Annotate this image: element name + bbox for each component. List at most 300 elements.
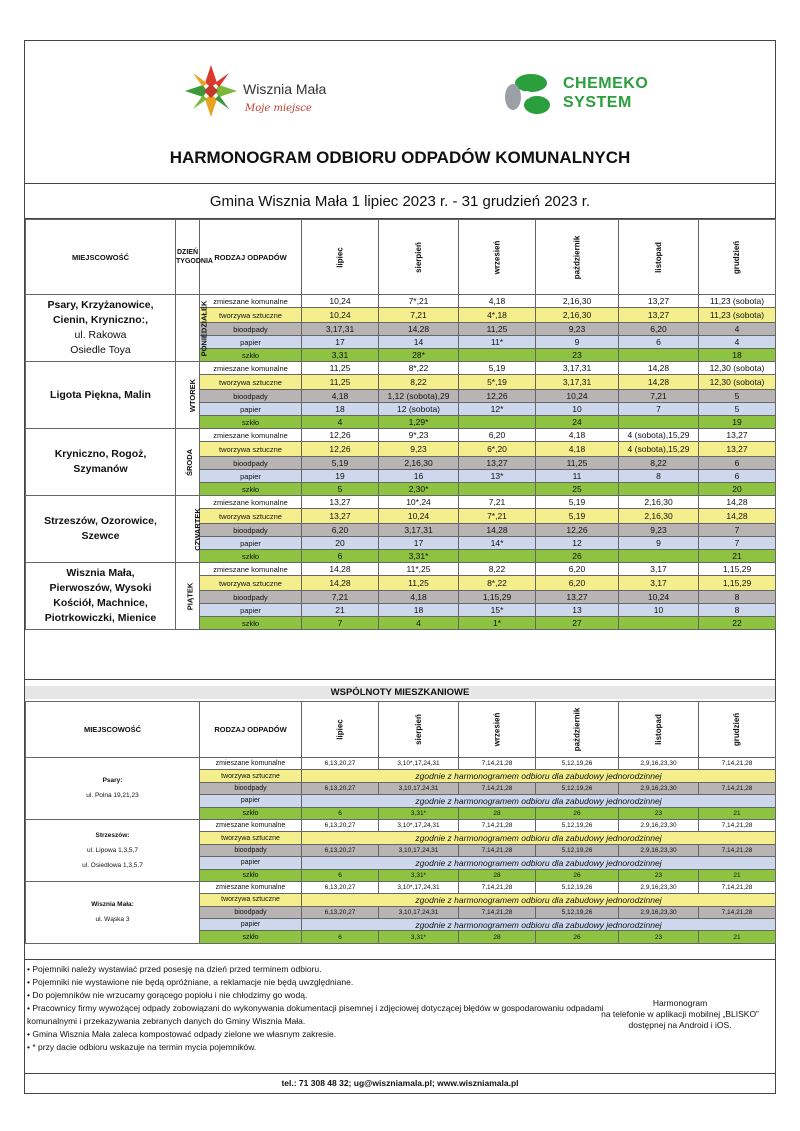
date-cell: 6,13,20,27	[302, 758, 379, 770]
date-cell: 6,20	[536, 563, 619, 576]
waste-type-cell: bioodpady	[200, 591, 302, 604]
date-cell: 13,27	[459, 457, 536, 470]
place-line: ul. Lipowa 1,3,5,7	[87, 846, 138, 854]
date-cell: 3,17	[619, 576, 699, 591]
day-label: PIĄTEK	[185, 582, 195, 611]
date-cell: 3,17	[619, 563, 699, 576]
table-row	[26, 563, 776, 576]
date-cell: 6,13,20,27	[302, 881, 379, 893]
date-cell: 4,18	[536, 442, 619, 457]
date-cell	[459, 483, 536, 496]
waste-type-cell: papier	[200, 470, 302, 483]
date-cell: 7*,21	[379, 295, 459, 308]
date-cell	[459, 416, 536, 429]
date-cell: 7	[699, 524, 776, 537]
month-label: sierpień	[414, 241, 423, 273]
header-month	[536, 220, 619, 295]
wisznia-mala-tagline: Moje miejsce	[245, 103, 312, 114]
waste-type-cell: szkło	[200, 349, 302, 362]
header-month	[699, 220, 776, 295]
date-cell: 7,14,21,28	[699, 782, 776, 794]
date-cell: 6,13,20,27	[302, 782, 379, 794]
date-cell: 13,27	[699, 442, 776, 457]
waste-type-cell: zmieszane komunalne	[200, 758, 302, 770]
date-cell: 5	[699, 390, 776, 403]
date-cell: 21	[699, 931, 776, 943]
date-cell: 7,14,21,28	[459, 782, 536, 794]
date-cell: 20	[699, 483, 776, 496]
date-cell: 7*,21	[459, 509, 536, 524]
date-cell: 3,31*	[379, 931, 459, 943]
date-cell: 6*,20	[459, 442, 536, 457]
chemeko-name-line2: SYSTEM	[563, 94, 632, 111]
date-cell: 21	[699, 550, 776, 563]
place-cell	[26, 496, 176, 563]
waste-type-cell: szkło	[200, 617, 302, 630]
waste-type-cell: tworzywa sztuczne	[200, 770, 302, 782]
chemeko-logo	[503, 73, 673, 119]
date-cell: 3,31*	[379, 550, 459, 563]
place-cell	[26, 429, 176, 496]
chemeko-name-line1: CHEMEKO	[563, 75, 649, 92]
date-cell: 1,29*	[379, 416, 459, 429]
date-cell: 6	[302, 931, 379, 943]
table-row	[26, 496, 776, 509]
date-cell: 8	[699, 591, 776, 604]
date-cell: 11,25	[459, 323, 536, 336]
date-cell: 26	[536, 869, 619, 881]
date-cell: 3,31	[302, 349, 379, 362]
date-cell: 2,16,30	[619, 496, 699, 509]
date-cell: 9	[536, 336, 619, 349]
table-row	[26, 429, 776, 442]
date-cell: 7,21	[619, 390, 699, 403]
day-cell	[176, 563, 200, 630]
date-cell: 2,16,30	[536, 295, 619, 308]
waste-type-cell: zmieszane komunalne	[200, 819, 302, 831]
date-cell: 13,27	[699, 429, 776, 442]
date-cell: 18	[379, 604, 459, 617]
month-label: listopad	[653, 241, 663, 273]
header-month	[302, 702, 379, 758]
date-cell: 6	[699, 470, 776, 483]
date-cell: 17	[302, 336, 379, 349]
date-cell: 13	[536, 604, 619, 617]
date-cell: 5,12,19,26	[536, 844, 619, 856]
place-line: Wisznia Mała,	[66, 567, 135, 579]
day-cell	[176, 295, 209, 362]
date-cell: 12,30 (sobota)	[699, 375, 776, 390]
date-cell: 11,23 (sobota)	[699, 308, 776, 323]
date-cell: 3,10*,17,24,31	[379, 758, 459, 770]
waste-type-cell: szkło	[200, 416, 302, 429]
waste-type-cell: bioodpady	[200, 844, 302, 856]
header-month	[459, 220, 536, 295]
date-cell: 13,27	[302, 509, 379, 524]
date-cell: 13,27	[302, 496, 379, 509]
waste-type-cell: zmieszane komunalne	[200, 563, 302, 576]
app-info-line: Harmonogram	[652, 998, 708, 1008]
place-line: Piotrkowiczki, Mienice	[44, 612, 157, 624]
header-month	[536, 702, 619, 758]
month-label: grudzień	[732, 712, 742, 747]
place-line: Psary:	[102, 777, 123, 785]
place-line: Kościół, Machnice,	[53, 597, 148, 609]
date-cell	[619, 483, 699, 496]
place-line: Pierwoszów, Wysoki	[49, 582, 152, 594]
note-line: • Pojemniki nie wystawione nie będą opróżniane, a reklamacje nie będą uwzględniane.	[27, 977, 354, 987]
date-cell: 14,28	[459, 524, 536, 537]
date-cell: 11,25	[302, 362, 379, 375]
date-cell: 9*,23	[379, 429, 459, 442]
date-cell: 3,10,17,24,31	[379, 844, 459, 856]
date-cell: 6,13,20,27	[302, 844, 379, 856]
date-cell: 3,10,17,24,31	[379, 782, 459, 794]
day-label: CZWARTEK	[192, 508, 202, 551]
date-cell: 5,12,19,26	[536, 881, 619, 893]
date-cell: 8	[619, 470, 699, 483]
note-line: • * przy dacie odbioru wskazuje na termin mycia pojemników.	[27, 1042, 257, 1052]
date-cell: 23	[619, 931, 699, 943]
date-cell: 6,20	[459, 429, 536, 442]
date-cell: 28	[459, 807, 536, 819]
notes-section	[25, 959, 775, 1074]
waste-type-cell: zmieszane komunalne	[200, 295, 302, 308]
date-cell: 14,28	[699, 509, 776, 524]
date-cell: 8*,22	[379, 362, 459, 375]
date-cell	[459, 349, 536, 362]
place-line: Wisznia Mała:	[91, 901, 134, 909]
date-cell: 7,14,21,28	[459, 906, 536, 918]
date-cell: 23	[619, 807, 699, 819]
table-row	[26, 295, 776, 308]
schedule-note-cell: zgodnie z harmonogramem odbioru dla zabudowy jednorodzinnej	[302, 795, 776, 807]
table-header-row	[26, 220, 776, 295]
month-label: październik	[572, 235, 582, 279]
waste-type-cell: bioodpady	[200, 323, 302, 336]
place-line: Strzeszów, Ozorowice,	[44, 515, 157, 527]
date-cell: 5,19	[536, 509, 619, 524]
waste-type-cell: szkło	[200, 550, 302, 563]
date-cell: 19	[699, 416, 776, 429]
date-cell: 28	[459, 869, 536, 881]
month-label: sierpień	[414, 714, 423, 745]
date-cell: 14,28	[379, 323, 459, 336]
date-cell: 27	[536, 617, 619, 630]
date-cell: 8*,22	[459, 576, 536, 591]
header-place: MIEJSCOWOŚĆ	[26, 220, 176, 295]
date-cell: 6,20	[536, 576, 619, 591]
date-cell: 11,25	[302, 375, 379, 390]
date-cell: 23	[536, 349, 619, 362]
waste-type-cell: papier	[200, 336, 302, 349]
header-month	[379, 702, 459, 758]
date-cell: 4,18	[302, 390, 379, 403]
schedule-note-cell: zgodnie z harmonogramem odbioru dla zabudowy jednorodzinnej	[302, 857, 776, 869]
date-cell: 1,15,29	[459, 591, 536, 604]
note-line: • Pojemniki należy wystawiać przed posesję na dzień przed terminem odbioru.	[27, 964, 322, 974]
date-cell: 3,10*,17,24,31	[379, 881, 459, 893]
app-info-line: dostępnej na Android i iOS.	[628, 1020, 732, 1030]
date-cell: 5,19	[459, 362, 536, 375]
month-label: grudzień	[732, 240, 742, 274]
date-cell: 6	[302, 807, 379, 819]
page-subtitle: Gmina Wisznia Mała 1 lipiec 2023 r. - 31 grudzień 2023 r.	[25, 183, 775, 219]
date-cell: 14,28	[302, 563, 379, 576]
date-cell: 26	[536, 931, 619, 943]
date-cell: 7,14,21,28	[459, 819, 536, 831]
schedule-note-cell: zgodnie z harmonogramem odbioru dla zabudowy jednorodzinnej	[302, 770, 776, 782]
date-cell: 6,20	[302, 524, 379, 537]
date-cell: 6,20	[619, 323, 699, 336]
wisznia-mala-logo	[183, 63, 343, 123]
month-label: lipiec	[335, 246, 345, 268]
place-line: Kryniczno, Rogoż,	[54, 448, 147, 460]
waste-type-cell: bioodpady	[200, 524, 302, 537]
schedule-table-houses	[25, 219, 776, 630]
place-cell	[26, 758, 200, 820]
date-cell: 1*	[459, 617, 536, 630]
date-cell: 22	[699, 617, 776, 630]
date-cell: 7,14,21,28	[699, 844, 776, 856]
waste-type-cell: papier	[200, 857, 302, 869]
place-cell	[26, 362, 176, 429]
date-cell: 10,24	[302, 295, 379, 308]
header-place: MIEJSCOWOŚĆ	[26, 702, 200, 758]
date-cell: 5	[302, 483, 379, 496]
date-cell: 3,10,17,24,31	[379, 906, 459, 918]
date-cell: 20	[302, 537, 379, 550]
date-cell: 3,31*	[379, 807, 459, 819]
waste-type-cell: zmieszane komunalne	[200, 496, 302, 509]
day-label: WTOREK	[188, 378, 198, 413]
waste-type-cell: bioodpady	[200, 457, 302, 470]
header-month	[619, 702, 699, 758]
date-cell: 17	[379, 537, 459, 550]
date-cell: 18	[302, 403, 379, 416]
date-cell: 13,27	[536, 591, 619, 604]
waste-type-cell: zmieszane komunalne	[200, 429, 302, 442]
date-cell: 5,12,19,26	[536, 819, 619, 831]
date-cell: 11*,25	[379, 563, 459, 576]
place-line: Szewce	[81, 530, 120, 542]
waste-type-cell: szkło	[200, 807, 302, 819]
date-cell: 8,22	[459, 563, 536, 576]
date-cell: 3,17,31	[302, 323, 379, 336]
date-cell: 10,24	[536, 390, 619, 403]
waste-type-cell: papier	[200, 403, 302, 416]
waste-type-cell: papier	[200, 604, 302, 617]
note-line: • Pracownicy firmy wywożącej odpady zobowiązani do wykonywania dokumentacji pisemnej i zdjęciowej dotyczącej błędów w gospodarowaniu odpadami	[27, 1003, 604, 1013]
date-cell	[619, 550, 699, 563]
note-line: • Do pojemników nie wrzucamy gorącego popiołu i nie chłodzimy go wodą.	[27, 990, 308, 1000]
date-cell: 21	[699, 807, 776, 819]
place-line: Psary, Krzyżanowice,	[47, 299, 154, 311]
schedule-note-cell: zgodnie z harmonogramem odbioru dla zabudowy jednorodzinnej	[302, 919, 776, 931]
place-line: ul. Wąska 3	[95, 916, 130, 924]
date-cell: 9,23	[379, 442, 459, 457]
date-cell: 28*	[379, 349, 459, 362]
place-line: Cienin, Kryniczno:,	[52, 314, 149, 326]
date-cell: 6	[619, 336, 699, 349]
waste-type-cell: tworzywa sztuczne	[200, 576, 302, 591]
date-cell: 10,24	[379, 509, 459, 524]
date-cell: 4	[302, 416, 379, 429]
header-month	[302, 220, 379, 295]
waste-type-cell: szkło	[200, 931, 302, 943]
date-cell: 3,31*	[379, 869, 459, 881]
date-cell: 10,24	[302, 308, 379, 323]
date-cell: 3,17,31	[379, 524, 459, 537]
date-cell: 7,21	[302, 591, 379, 604]
date-cell: 2,16,30	[379, 457, 459, 470]
date-cell	[459, 550, 536, 563]
date-cell: 6,13,20,27	[302, 819, 379, 831]
date-cell: 8,22	[379, 375, 459, 390]
date-cell: 8	[699, 604, 776, 617]
section-title-communities: WSPÓLNOTY MIESZKANIOWE	[25, 686, 775, 699]
date-cell: 2,16,30	[536, 308, 619, 323]
waste-type-cell: tworzywa sztuczne	[200, 509, 302, 524]
date-cell: 2,9,16,23,30	[619, 819, 699, 831]
date-cell: 5,12,19,26	[536, 782, 619, 794]
place-line: ul. Rakowa	[74, 329, 127, 341]
place-line: Strzeszów:	[95, 831, 130, 839]
date-cell: 12,26	[302, 429, 379, 442]
date-cell: 4 (sobota),15,29	[619, 442, 699, 457]
schedule-sheet	[24, 40, 776, 1094]
place-cell	[26, 819, 200, 881]
header-waste: RODZAJ ODPADÓW	[200, 220, 302, 295]
waste-type-cell: bioodpady	[200, 906, 302, 918]
chemeko-logo-icon	[503, 73, 553, 117]
table-row	[26, 362, 776, 375]
date-cell: 8,22	[619, 457, 699, 470]
date-cell: 9,23	[619, 524, 699, 537]
date-cell: 3,17,31	[536, 375, 619, 390]
date-cell: 10	[536, 403, 619, 416]
wisznia-mala-logo-icon	[183, 63, 239, 119]
date-cell: 5,19	[536, 496, 619, 509]
place-cell	[26, 563, 176, 630]
place-line: Ligota Piękna, Malin	[50, 388, 151, 401]
date-cell: 2,30*	[379, 483, 459, 496]
waste-type-cell: zmieszane komunalne	[200, 362, 302, 375]
note-line: komunalnymi i przekazywania zebranych danych do Gminy Wisznia Mała.	[27, 1016, 306, 1026]
waste-type-cell: szkło	[200, 869, 302, 881]
date-cell: 12*	[459, 403, 536, 416]
date-cell: 21	[302, 604, 379, 617]
date-cell: 24	[536, 416, 619, 429]
date-cell: 26	[536, 807, 619, 819]
date-cell: 19	[302, 470, 379, 483]
date-cell: 11,23 (sobota)	[699, 295, 776, 308]
schedule-note-cell: zgodnie z harmonogramem odbioru dla zabudowy jednorodzinnej	[302, 894, 776, 906]
month-label: październik	[572, 707, 582, 752]
schedule-table-communities	[25, 701, 776, 944]
date-cell: 10*,24	[379, 496, 459, 509]
date-cell: 7	[619, 403, 699, 416]
date-cell: 9	[619, 537, 699, 550]
date-cell: 10,24	[619, 591, 699, 604]
place-cell	[26, 295, 176, 362]
date-cell: 13,27	[619, 295, 699, 308]
date-cell: 14,28	[699, 496, 776, 509]
date-cell: 4,18	[536, 429, 619, 442]
table-row	[26, 758, 776, 770]
date-cell: 11	[536, 470, 619, 483]
date-cell: 15*	[459, 604, 536, 617]
date-cell: 12	[536, 537, 619, 550]
date-cell: 2,9,16,23,30	[619, 758, 699, 770]
date-cell: 7,14,21,28	[459, 758, 536, 770]
place-line: ul. Osiedlowa 1,3,5,7	[82, 861, 143, 869]
header-month	[459, 702, 536, 758]
date-cell: 1,12 (sobota),29	[379, 390, 459, 403]
date-cell: 23	[619, 869, 699, 881]
date-cell: 4*,18	[459, 308, 536, 323]
waste-type-cell: szkło	[200, 483, 302, 496]
date-cell: 16	[379, 470, 459, 483]
date-cell: 1,15,29	[699, 563, 776, 576]
date-cell: 2,9,16,23,30	[619, 906, 699, 918]
waste-type-cell: tworzywa sztuczne	[200, 375, 302, 390]
date-cell: 13,27	[619, 308, 699, 323]
date-cell: 10	[619, 604, 699, 617]
waste-type-cell: tworzywa sztuczne	[200, 442, 302, 457]
date-cell: 26	[536, 550, 619, 563]
date-cell: 7,21	[459, 496, 536, 509]
date-cell: 13*	[459, 470, 536, 483]
waste-type-cell: tworzywa sztuczne	[200, 308, 302, 323]
place-cell	[26, 881, 200, 943]
date-cell: 4	[699, 336, 776, 349]
month-label: wrzesień	[492, 240, 502, 274]
date-cell: 7	[302, 617, 379, 630]
date-cell: 5,12,19,26	[536, 758, 619, 770]
place-line: Szymanów	[73, 463, 128, 475]
date-cell: 12,30 (sobota)	[699, 362, 776, 375]
day-label: ŚRODA	[185, 448, 195, 477]
date-cell: 6,13,20,27	[302, 906, 379, 918]
day-cell	[176, 496, 200, 563]
date-cell: 2,16,30	[619, 509, 699, 524]
date-cell: 6	[699, 457, 776, 470]
place-line: ul. Polna 19,21,23	[86, 792, 139, 800]
date-cell: 4,18	[459, 295, 536, 308]
header-month	[699, 702, 776, 758]
table-header-row	[26, 702, 776, 758]
date-cell: 12 (sobota)	[379, 403, 459, 416]
date-cell: 14*	[459, 537, 536, 550]
schedule-note-cell: zgodnie z harmonogramem odbioru dla zabudowy jednorodzinnej	[302, 832, 776, 844]
date-cell: 7,21	[379, 308, 459, 323]
date-cell: 18	[699, 349, 776, 362]
date-cell: 4	[699, 323, 776, 336]
app-info-line: na telefonie w aplikacji mobilnej „BLISKO”	[601, 1009, 759, 1019]
date-cell	[619, 416, 699, 429]
date-cell: 14	[379, 336, 459, 349]
waste-type-cell: papier	[200, 537, 302, 550]
day-label: PONIEDZIAŁEK	[199, 300, 209, 357]
waste-type-cell: tworzywa sztuczne	[200, 894, 302, 906]
date-cell: 14,28	[619, 375, 699, 390]
date-cell: 7,14,21,28	[699, 906, 776, 918]
waste-type-cell: bioodpady	[200, 782, 302, 794]
date-cell: 6	[302, 550, 379, 563]
header-month	[619, 220, 699, 295]
date-cell: 28	[459, 931, 536, 943]
